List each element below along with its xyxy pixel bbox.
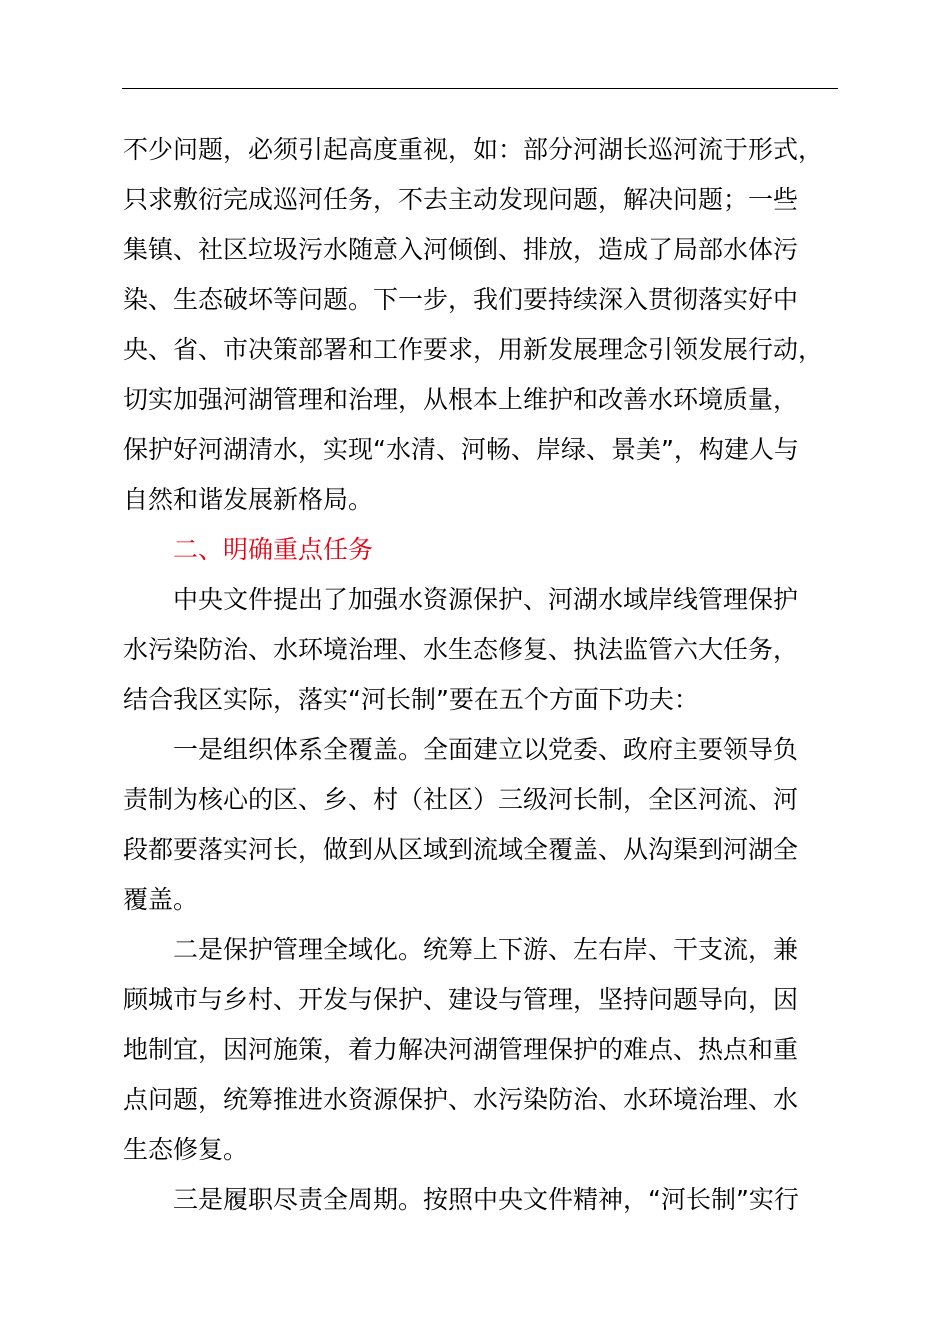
text-line: 点问题，统筹推进水资源保护、水污染防治、水环境治理、水 bbox=[123, 1085, 799, 1114]
text-line: 切实加强河湖管理和治理，从根本上维护和改善水环境质量， bbox=[123, 385, 799, 414]
document-body bbox=[123, 125, 863, 1225]
text-line: 三是履职尽责全周期。按照中央文件精神，“河长制”实行 bbox=[173, 1185, 799, 1214]
text-line: 顾城市与乡村、开发与保护、建设与管理，坚持问题导向，因 bbox=[123, 985, 799, 1014]
text-line: 不少问题，必须引起高度重视，如：部分河湖长巡河流于形式， bbox=[123, 135, 824, 164]
text-line: 央、省、市决策部署和工作要求，用新发展理念引领发展行动， bbox=[123, 335, 824, 364]
section-heading: 二、明确重点任务 bbox=[173, 535, 374, 564]
text-line: 中央文件提出了加强水资源保护、河湖水域岸线管理保护 bbox=[173, 585, 799, 614]
text-line: 地制宜，因河施策，着力解决河湖管理保护的难点、热点和重 bbox=[123, 1035, 799, 1064]
text-line: 染、生态破坏等问题。下一步，我们要持续深入贯彻落实好中 bbox=[123, 285, 799, 314]
paragraph bbox=[123, 125, 863, 525]
text-line: 段都要落实河长，做到从区域到流域全覆盖、从沟渠到河湖全 bbox=[123, 835, 799, 864]
text-line: 只求敷衍完成巡河任务，不去主动发现问题，解决问题；一些 bbox=[123, 185, 799, 214]
header-rule bbox=[122, 88, 838, 89]
text-line: 集镇、社区垃圾污水随意入河倾倒、排放，造成了局部水体污 bbox=[123, 235, 799, 264]
text-line: 一是组织体系全覆盖。全面建立以党委、政府主要领导负 bbox=[173, 735, 799, 764]
text-line: 覆盖。 bbox=[123, 885, 199, 914]
text-line: 自然和谐发展新格局。 bbox=[123, 485, 374, 514]
text-line: 保护好河湖清水，实现“水清、河畅、岸绿、景美”，构建人与 bbox=[123, 435, 799, 464]
paragraph bbox=[123, 1175, 863, 1225]
text-line: 责制为核心的区、乡、村（社区）三级河长制，全区河流、河 bbox=[123, 785, 799, 814]
paragraph bbox=[123, 725, 863, 925]
text-line: 水污染防治、水环境治理、水生态修复、执法监管六大任务， bbox=[123, 635, 799, 664]
text-line: 生态修复。 bbox=[123, 1135, 249, 1164]
text-line: 二是保护管理全域化。统筹上下游、左右岸、干支流，兼 bbox=[173, 935, 799, 964]
paragraph bbox=[123, 575, 863, 725]
paragraph bbox=[123, 925, 863, 1175]
text-line: 结合我区实际，落实“河长制”要在五个方面下功夫： bbox=[123, 685, 699, 714]
